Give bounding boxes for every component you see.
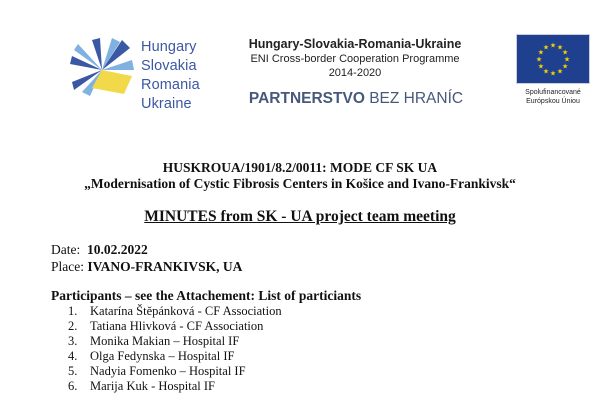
list-item	[68, 319, 282, 334]
logo-line: Romania	[141, 77, 200, 93]
list-number: 5.	[68, 364, 78, 378]
slogan-rest: BEZ HRANÍC	[364, 90, 464, 107]
eu-star-icon: ★	[535, 55, 543, 64]
eu-flag-icon	[516, 34, 590, 84]
list-item	[68, 304, 282, 319]
logo-line: Hungary	[141, 39, 197, 55]
date-value: 10.02.2022	[87, 242, 148, 257]
eu-star-icon: ★	[542, 43, 550, 52]
eu-logo	[516, 34, 592, 106]
participant-text: Monika Makian – Hospital IF	[90, 334, 240, 348]
date-row	[51, 241, 242, 258]
participants-list	[68, 304, 282, 394]
programme-slogan	[236, 90, 476, 108]
eu-star-icon: ★	[561, 48, 569, 57]
participant-text: Nadyia Fomenko – Hospital IF	[90, 364, 246, 378]
eu-star-icon: ★	[556, 43, 564, 52]
list-number: 4.	[68, 349, 78, 363]
programme-logo	[62, 30, 212, 110]
eu-stars-icon	[517, 35, 589, 83]
participant-text: Olga Fedynska – Hospital IF	[90, 349, 235, 363]
logo-line: Ukraine	[141, 96, 192, 112]
eu-star-icon: ★	[563, 55, 571, 64]
eu-star-icon: ★	[542, 67, 550, 76]
document-heading-text: MINUTES from SK - UA project team meeting	[144, 208, 456, 225]
list-item	[68, 364, 282, 379]
meeting-meta	[51, 241, 242, 275]
slogan-bold: PARTNERSTVO	[248, 90, 365, 107]
list-item	[68, 379, 282, 394]
participant-text: Marija Kuk - Hospital IF	[90, 379, 215, 393]
project-name: „Modernisation of Cystic Fibrosis Centers in Košice and Ivano-Frankivsk“	[84, 176, 516, 191]
eu-star-icon: ★	[537, 48, 545, 57]
participants-heading: Participants – see the Attachement: List of particiants	[51, 288, 362, 303]
list-number: 6.	[68, 379, 78, 393]
eu-star-icon: ★	[556, 67, 564, 76]
place-value: IVANO-FRANKIVSK, UA	[87, 259, 243, 274]
participant-text: Tatiana Hlivková - CF Association	[90, 319, 264, 333]
place-row	[51, 258, 242, 275]
eu-caption-line2: Európskou Úniou	[526, 98, 580, 105]
document-heading	[0, 208, 600, 226]
logo-line: Slovakia	[141, 58, 197, 74]
date-label: Date:	[51, 242, 81, 257]
list-number: 1.	[68, 304, 78, 318]
eu-star-icon: ★	[549, 69, 557, 78]
list-number: 3.	[68, 334, 78, 348]
programme-years: 2014-2020	[328, 67, 382, 79]
list-item	[68, 349, 282, 364]
programme-title: Hungary-Slovakia-Romania-Ukraine	[248, 37, 462, 51]
project-code: HUSKROUA/1901/8.2/0011: MODE CF SK UA	[162, 160, 438, 175]
programme-info	[232, 36, 478, 80]
list-number: 2.	[68, 319, 78, 333]
document-header	[0, 0, 600, 130]
programme-subtitle: ENI Cross-border Cooperation Programme	[250, 53, 460, 65]
programme-logo-text	[141, 38, 200, 114]
eu-star-icon: ★	[549, 41, 557, 50]
place-label: Place:	[51, 259, 84, 274]
participant-text: Katarína Štěpánková - CF Association	[90, 304, 282, 318]
eu-star-icon: ★	[537, 62, 545, 71]
eu-caption-line1: Spolufinancované	[525, 89, 581, 96]
eu-star-icon: ★	[561, 62, 569, 71]
programme-logo-mark-icon	[62, 30, 142, 110]
list-item	[68, 334, 282, 349]
